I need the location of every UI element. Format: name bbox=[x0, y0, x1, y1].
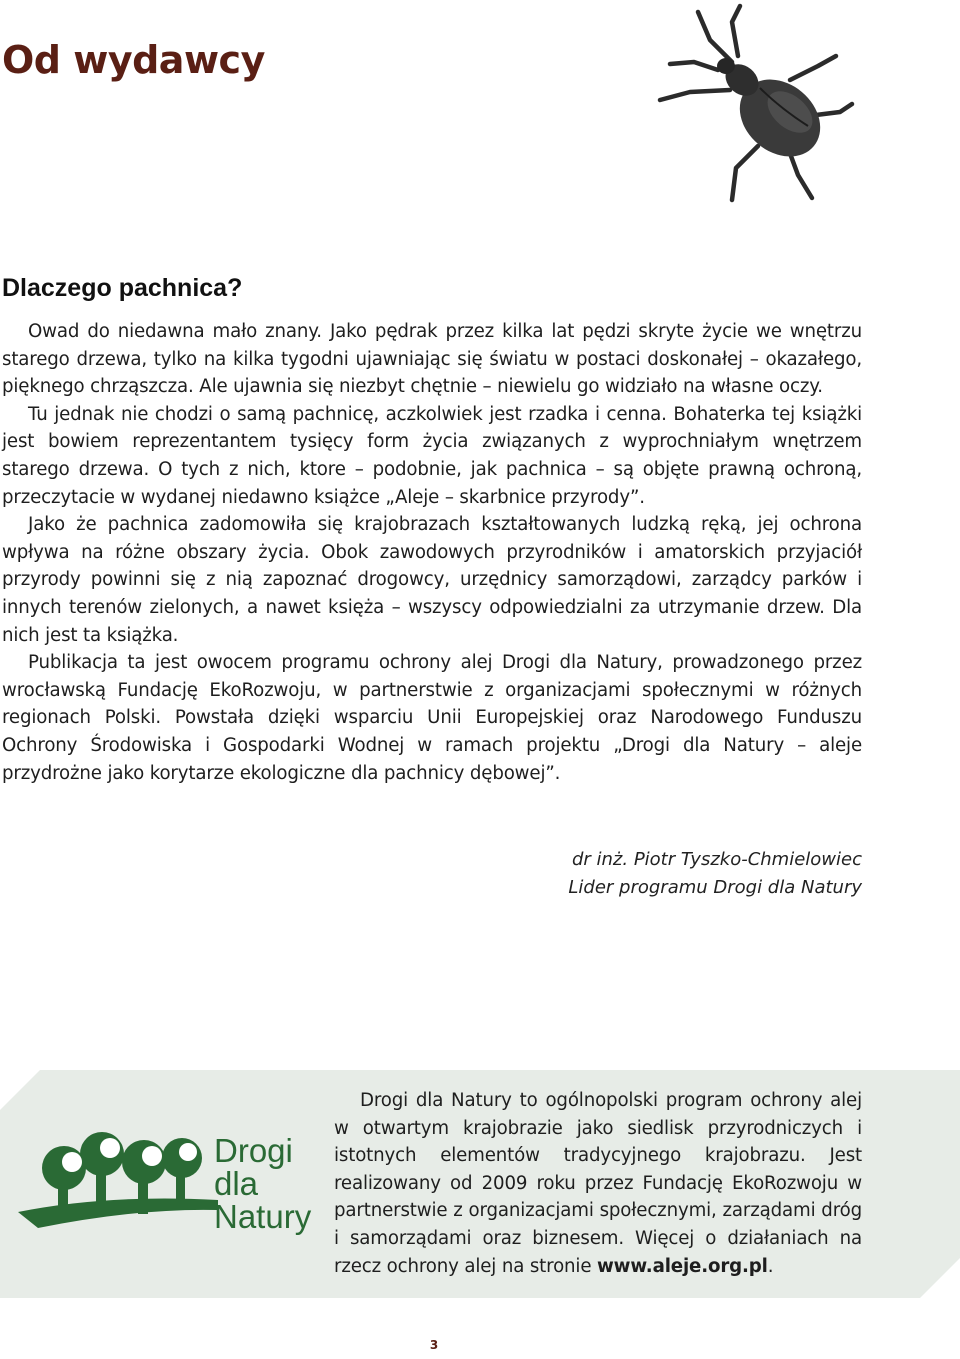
paragraph: Publikacja ta jest owocem programu ochrony alej Drogi dla Natury, prowadzonego przez wrocławską Fundację EkoRozwoju, w partnerstwie z organizacjami społecznymi w różnych regionach Polski. Powstała dzięki wsparciu Unii Europejskiej oraz Narodowego Funduszu Ochrony Środowiska i Gospodarki Wodnej w ramach projektu „Drogi dla Natury – aleje przydrożne jako korytarze ekologiczne dla pachnicy dębowej”. bbox=[2, 652, 862, 784]
page-title: Od wydawcy bbox=[2, 38, 265, 82]
info-suffix: . bbox=[767, 1255, 774, 1277]
paragraph: Owad do niedawna mało znany. Jako pędrak przez kilka lat pędzi skryte życie we wnętrzu starego drzewa, tylko na kilka tygodni ujawniając się światu w postaci doskonałej – okazałego, pięknego chrząszcza. Ale ujawnia się niezbyt chętnie – niewielu go widziało na własne oczy. bbox=[2, 321, 862, 398]
article-body bbox=[2, 318, 862, 787]
signature-role: Lider programu Drogi dla Natury bbox=[568, 877, 862, 898]
website-link[interactable]: www.aleje.org.pl bbox=[597, 1255, 768, 1277]
logo-line: Natury bbox=[214, 1198, 312, 1235]
info-text bbox=[334, 1087, 862, 1280]
signature-name: dr inż. Piotr Tyszko-Chmielowiec bbox=[571, 849, 862, 870]
page-number: 3 bbox=[429, 1338, 439, 1352]
signature bbox=[568, 846, 862, 902]
beetle-icon bbox=[640, 0, 865, 205]
section-heading: Dlaczego pachnica? bbox=[2, 274, 243, 302]
logo-line: Drogi bbox=[214, 1132, 293, 1169]
paragraph: Jako że pachnica zadomowiła się krajobrazach kształtowanych ludzką ręką, jej ochrona wpływa na różne obszary życia. Obok zawodowych przyrodników i amatorskich przyjaciół przyrody powinni się z nią zapoznać drogowcy, urzędnicy samorządowi, zarządcy parków i innych terenów zielonych, a nawet księża – wszyscy odpowiedzialni za utrzymanie drzew. Dla nich jest ta książka. bbox=[2, 514, 862, 646]
paragraph: Tu jednak nie chodzi o samą pachnicę, aczkolwiek jest rzadka i cenna. Bohaterka tej książki jest bowiem reprezentantem tysięcy form życia związanych z wyprochniałym wnętrzem starego drzewa. O tych z nich, ktore – podobnie, jak pachnica – są objęte prawną ochroną, przeczytacie w wydanej niedawno książce „Aleje – skarbnice przyrody”. bbox=[2, 403, 862, 508]
info-description: Drogi dla Natury to ogólnopolski program ochrony alej w otwartym krajobrazie jako siedlisk przyrodniczych i istotnych elementów tradycyjnego krajobrazu. Jest realizowany od 2009 roku przez Fundację EkoRozwoju w partnerstwie z organizacjami społecznymi, zarządami dróg i samorządami oraz biznesem. Więcej o działaniach na rzecz ochrony alej na stronie bbox=[334, 1090, 862, 1277]
logo-wordmark bbox=[214, 1134, 311, 1233]
logo-line: dla bbox=[214, 1165, 259, 1202]
